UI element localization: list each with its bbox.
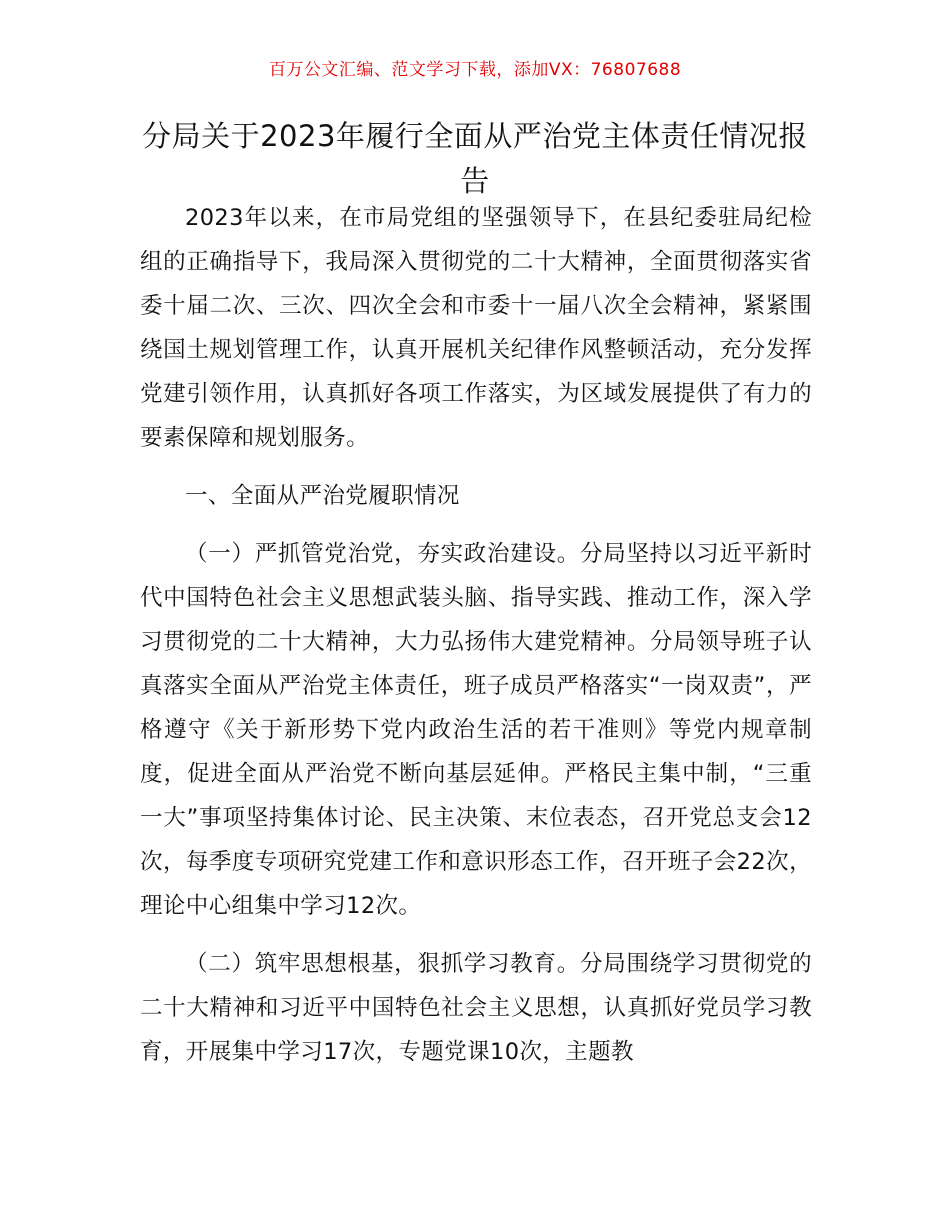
section1-paragraph-1: （一）严抓管党治党，夯实政治建设。分局坚持以习近平新时代中国特色社会主义思想武装头脑、指导实践、推动工作，深入学习贯彻党的二十大精神，大力弘扬伟大建党精神。分局领导班子认真落实全面从严治党主体责任，班子成员严格落实“一岗双责”，严格遵守《关于新形势下党内政治生活的若干准则》等党内规章制度，促进全面从严治党不断向基层延伸。严格民主集中制，“三重一大”事项坚持集体讨论、民主决策、末位表态，召开党总支会12次，每季度专项研究党建工作和意识形态工作，召开班子会22次，理论中心组集中学习12次。 <box>140 541 812 919</box>
intro-paragraph: 2023年以来，在市局党组的坚强领导下，在县纪委驻局纪检组的正确指导下，我局深入贯彻党的二十大精神，全面贯彻落实省委十届二次、三次、四次全会和市委十一届八次全会精神，紧紧围绕国土规划管理工作，认真开展机关纪律作风整顿活动，充分发挥党建引领作用，认真抓好各项工作落实，为区域发展提供了有力的要素保障和规划服务。 <box>140 205 812 451</box>
document-title: 分局关于2023年履行全面从严治党主体责任情况报告 <box>142 119 808 198</box>
header-watermark-note: 百万公文汇编、范文学习下载，添加VX：76807688 <box>268 60 682 80</box>
section1-paragraph-2: （二）筑牢思想根基，狠抓学习教育。分局围绕学习贯彻党的二十大精神和习近平中国特色社会主义思想，认真抓好党员学习教育，开展集中学习17次，专题党课10次，主题教 <box>140 951 812 1065</box>
document-body <box>140 196 812 1074</box>
section-heading-1: 一、全面从严治党履职情况 <box>185 483 460 509</box>
